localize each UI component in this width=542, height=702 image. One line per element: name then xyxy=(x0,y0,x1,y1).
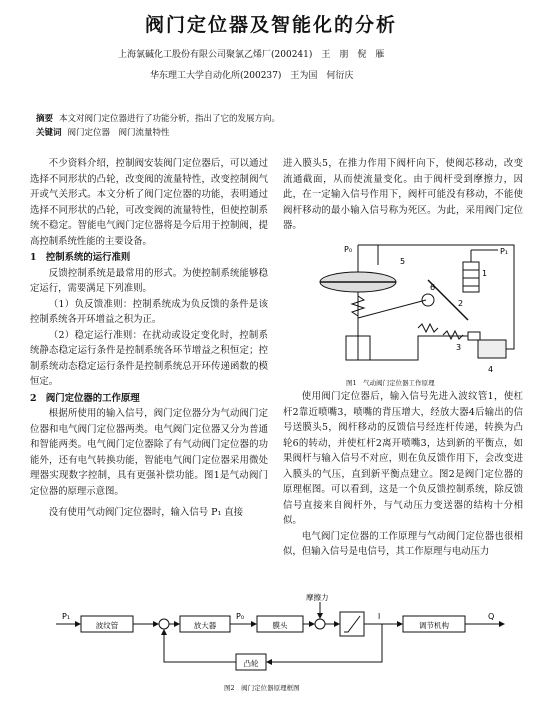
paragraph: （2）稳定运行准则：在扰动或设定变化时，控制系统静态稳定运行条件是控制系统各环节增益之积恒定；控制系统动态稳定运行条件是控制系统总开环传递函数的模恒定。 xyxy=(30,329,268,387)
author-affiliation-1: 上海氯碱化工股份有限公司聚氯乙烯厂(200241) 王 朋 倪 雁 xyxy=(118,50,385,60)
fig2-block-bellows: 波纹管 xyxy=(95,621,119,630)
keywords-label: 关键词 xyxy=(36,128,62,138)
section-heading-2: 2 阀门定位器的工作原理 xyxy=(30,392,140,404)
fig2-block-cam: 凸轮 xyxy=(243,659,259,668)
fig2-signal-p0: P₀ xyxy=(236,612,245,621)
fig2-block-amplifier: 放大器 xyxy=(193,621,217,630)
fig2-signal-l: l xyxy=(378,612,381,621)
fig1-label-4: 4 xyxy=(488,365,494,374)
paragraph: 进入膜头5，在推力作用下阀杆向下，使阀芯移动，改变流通截面，从而使流量变化。由于阀杆受到摩擦力，因此，在一定输入信号作用下，阀杆可能没有移动，不能使阀杆移动的最小输入信号称为死区。为此，采用阀门定位器。 xyxy=(283,158,523,231)
keywords xyxy=(36,126,170,138)
right-column-bottom xyxy=(283,389,523,560)
paragraph: 根据所使用的输入信号，阀门定位器分为气动阀门定位器和电气阀门定位器两类。电气阀门定位器又分为普通和智能两类。电气阀门定位器除了有气动阀门定位器的功能外，还有电气转换功能，智能电气阀门定位器采用微处理器实现数字控制，具有更强补偿功能。图1是气动阀门定位器的原理示意图。 xyxy=(30,408,268,497)
paragraph: 电气阀门定位器的工作原理与气动阀门定位器也很相似，但输入信号是电信号，其工作原理与电动压力 xyxy=(283,530,523,557)
paragraph: 没有使用气动阀门定位器时，输入信号 P₁ 直接 xyxy=(48,507,243,518)
right-column-top xyxy=(283,156,523,234)
paragraph: 不少资料介绍，控制阀安装阀门定位器后，可以通过选择不同形状的凸轮，改变阀的流量特性，改变控制阀气开或气关形式。本文分析了阀门定位器的功能，表明通过选择不同形状的凸轮，可改变阀的流量特性，但使控制系统不稳定。智能电气阀门定位器将是今后用于控制阀，提高控制系统性能的主要设备。 xyxy=(30,158,268,247)
abstract-text: 本文对阀门定位器进行了功能分析，指出了它的发展方向。 xyxy=(59,114,281,124)
fig2-block-regulator: 调节机构 xyxy=(419,621,449,630)
section-heading-1: 1 控制系统的运行准则 xyxy=(30,252,131,263)
fig1-label-1: 1 xyxy=(482,269,488,278)
paragraph: 使用阀门定位器后，输入信号先进入波纹管1，使杠杆2靠近喷嘴3，喷嘴的背压增大，经放大器4后输出的信号送膜头5，阀杆移动的反馈信号经连杆传递，转换为凸轮6的转动，并使杠杆2离开喷嘴3，达到新的平衡点，如果阀杆与输入信号不对应，则在负反馈作用下，会改变进入膜头的气压，直到新平衡点建立。图2是阀门定位器的原理框图。可以看到，这是一个负反馈控制系统，除反馈信号直接来自阀杆外，与气动压力变送器的结构十分相似。 xyxy=(283,391,523,526)
figure-2-block-diagram xyxy=(56,592,516,680)
fig1-label-6: 6 xyxy=(430,283,436,292)
fig1-label-p0: P₀ xyxy=(344,245,353,254)
keywords-text: 阀门定位器 阀门流量特性 xyxy=(67,128,170,138)
paper-title: 阀门定位器及智能化的分析 xyxy=(144,14,397,36)
figure-2-caption: 图2 阀门定位器原理框图 xyxy=(224,684,300,692)
left-column xyxy=(30,156,268,521)
abstract-label: 摘要 xyxy=(36,114,54,124)
fig1-label-3: 3 xyxy=(456,343,462,352)
fig1-label-p1: P₁ xyxy=(500,247,509,256)
fig2-signal-friction: 摩擦力 xyxy=(306,593,329,602)
fig1-label-5: 5 xyxy=(400,257,406,266)
fig1-label-2: 2 xyxy=(458,299,464,308)
fig2-signal-p1: P₁ xyxy=(62,612,71,621)
author-affiliation-2: 华东理工大学自动化所(200237) 王为国 何衍庆 xyxy=(150,71,354,81)
abstract xyxy=(36,112,280,124)
figure-1-caption: 图1 气动阀门定位器工作原理 xyxy=(346,379,435,387)
fig2-signal-q: Q xyxy=(488,612,495,621)
fig2-block-diaphragm: 膜头 xyxy=(272,621,288,630)
paragraph: 反馈控制系统是最常用的形式。为使控制系统能够稳定运行，需要满足下列准则。 xyxy=(30,267,268,294)
figure-1-diagram xyxy=(318,240,518,376)
paragraph: （1）负反馈准则：控制系统成为负反馈的条件是该控制系统各开环增益之积为正。 xyxy=(30,298,268,325)
